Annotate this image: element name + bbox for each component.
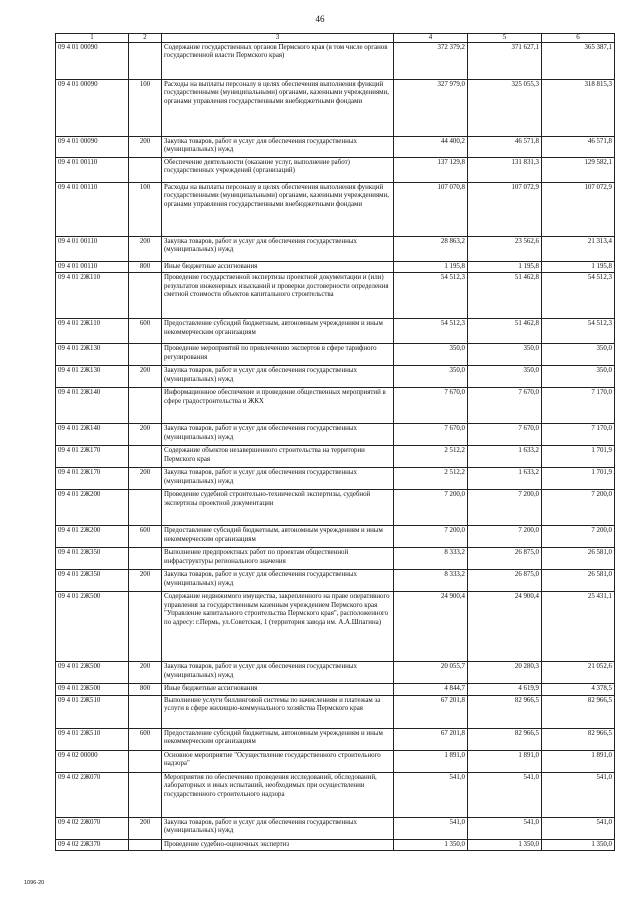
- budget-table: [55, 33, 615, 851]
- cell-amount-col6: 1 701,9: [542, 468, 615, 490]
- cell-amount-col5: 82 966,5: [468, 728, 542, 750]
- cell-target-code: 09 4 01 00110: [56, 158, 129, 183]
- cell-target-code: 09 4 01 2Ж500: [56, 684, 129, 695]
- cell-amount-col6: 26 581,0: [542, 570, 615, 592]
- cell-expense-type: 200: [129, 817, 162, 839]
- cell-amount-col5: 1 633,2: [468, 446, 542, 468]
- table-row: [56, 684, 615, 695]
- cell-target-code: 09 4 02 2Ж070: [56, 817, 129, 839]
- table-row: [56, 526, 615, 548]
- cell-target-code: 09 4 01 2Ж500: [56, 592, 129, 662]
- cell-amount-col4: 1 350,0: [394, 839, 468, 850]
- header-col-6: 6: [542, 34, 615, 43]
- cell-amount-col6: 350,0: [542, 366, 615, 388]
- cell-expense-type: [129, 344, 162, 366]
- cell-target-code: 09 4 01 2Ж170: [56, 468, 129, 490]
- cell-description: Проведение государственной экспертизы проектной документации и (или) результатов инженерных изысканий и проверки достоверности определения сметной стоимости объектов капитального строительства: [162, 273, 394, 319]
- cell-description: Предоставление субсидий бюджетным, автономным учреждениям и иным некоммерческим организациям: [162, 319, 394, 344]
- cell-target-code: 09 4 02 2Ж370: [56, 839, 129, 850]
- cell-amount-col4: 28 863,2: [394, 237, 468, 262]
- cell-amount-col6: 82 966,5: [542, 728, 615, 750]
- cell-amount-col6: 350,0: [542, 344, 615, 366]
- cell-target-code: 09 4 01 2Ж500: [56, 662, 129, 684]
- cell-amount-col4: 44 400,2: [394, 137, 468, 158]
- header-col-4: 4: [394, 34, 468, 43]
- cell-description: Обеспечение деятельности (оказание услуг, выполнение работ) государственных учреждений (организаций): [162, 158, 394, 183]
- cell-amount-col6: 21 313,4: [542, 237, 615, 262]
- cell-description: Закупка товаров, работ и услуг для обеспечения государственных (муниципальных) нужд: [162, 237, 394, 262]
- cell-target-code: 09 4 01 2Ж200: [56, 526, 129, 548]
- cell-amount-col4: 2 512,2: [394, 446, 468, 468]
- table-row: [56, 80, 615, 137]
- cell-description: Выполнение предпроектных работ по проектам общественной инфраструктуры регионального значения: [162, 548, 394, 570]
- cell-description: Проведение судебно-оценочных экспертиз: [162, 839, 394, 850]
- cell-amount-col5: 1 891,0: [468, 750, 542, 772]
- footer-code: 1096-20: [24, 880, 45, 886]
- cell-description: Закупка товаров, работ и услуг для обеспечения государственных (муниципальных) нужд: [162, 662, 394, 684]
- cell-amount-col4: 107 070,8: [394, 183, 468, 237]
- cell-target-code: 09 4 01 2Ж350: [56, 570, 129, 592]
- cell-amount-col5: 7 200,0: [468, 526, 542, 548]
- cell-amount-col4: 137 129,8: [394, 158, 468, 183]
- cell-target-code: 09 4 01 00090: [56, 137, 129, 158]
- cell-expense-type: [129, 750, 162, 772]
- cell-amount-col5: 350,0: [468, 344, 542, 366]
- table-row: [56, 548, 615, 570]
- cell-expense-type: [129, 548, 162, 570]
- cell-target-code: 09 4 01 2Ж510: [56, 728, 129, 750]
- cell-amount-col5: 51 462,8: [468, 273, 542, 319]
- cell-amount-col6: 541,0: [542, 772, 615, 817]
- cell-amount-col6: 82 966,5: [542, 695, 615, 728]
- cell-expense-type: [129, 592, 162, 662]
- cell-target-code: 09 4 01 2Ж130: [56, 366, 129, 388]
- cell-amount-col4: 541,0: [394, 772, 468, 817]
- cell-expense-type: 100: [129, 183, 162, 237]
- cell-target-code: 09 4 01 2Ж140: [56, 388, 129, 424]
- table-row: [56, 817, 615, 839]
- cell-expense-type: [129, 446, 162, 468]
- table-row: [56, 839, 615, 850]
- cell-expense-type: 200: [129, 570, 162, 592]
- cell-amount-col4: 1 195,8: [394, 262, 468, 273]
- table-row: [56, 728, 615, 750]
- cell-description: Проведение мероприятий по привлечению экспертов в сфере тарифного регулирования: [162, 344, 394, 366]
- cell-expense-type: 200: [129, 424, 162, 446]
- cell-amount-col4: 7 200,0: [394, 526, 468, 548]
- cell-amount-col4: 1 891,0: [394, 750, 468, 772]
- cell-amount-col4: 8 333,2: [394, 548, 468, 570]
- cell-description: Мероприятия по обеспечению проведения исследований, обследований, лабораторных и иных испытаний, необходимых при осуществлении государственного строительного надзора: [162, 772, 394, 817]
- cell-expense-type: [129, 839, 162, 850]
- cell-amount-col4: 7 670,0: [394, 424, 468, 446]
- cell-description: Предоставление субсидий бюджетным, автономным учреждениям и иным некоммерческим организациям: [162, 728, 394, 750]
- cell-amount-col5: 541,0: [468, 817, 542, 839]
- cell-amount-col5: 7 200,0: [468, 490, 542, 526]
- cell-amount-col5: 541,0: [468, 772, 542, 817]
- table-row: [56, 388, 615, 424]
- cell-description: Содержание недвижимого имущества, закрепленного на праве оперативного управления за государственным казенным учреждением Пермского края "Управление капитального строительства Пермского края", расположенного по адресу: г.Пермь, ул.Советская, 1 (территория завода им. А.А.Шпагина): [162, 592, 394, 662]
- cell-expense-type: 600: [129, 728, 162, 750]
- cell-expense-type: [129, 43, 162, 80]
- cell-amount-col4: 350,0: [394, 344, 468, 366]
- cell-target-code: 09 4 02 00000: [56, 750, 129, 772]
- cell-expense-type: 100: [129, 80, 162, 137]
- cell-amount-col4: 8 333,2: [394, 570, 468, 592]
- cell-amount-col6: 7 200,0: [542, 490, 615, 526]
- page-number: 46: [315, 14, 325, 24]
- cell-amount-col5: 46 571,8: [468, 137, 542, 158]
- cell-description: Содержание государственных органов Пермского края (в том числе органов государственной власти Пермского края): [162, 43, 394, 80]
- table-row: [56, 490, 615, 526]
- cell-amount-col6: 7 170,0: [542, 424, 615, 446]
- cell-amount-col4: 54 512,3: [394, 319, 468, 344]
- cell-amount-col4: 54 512,3: [394, 273, 468, 319]
- cell-amount-col5: 325 055,3: [468, 80, 542, 137]
- cell-amount-col4: 4 844,7: [394, 684, 468, 695]
- table-header-row: [56, 34, 615, 43]
- cell-description: Закупка товаров, работ и услуг для обеспечения государственных (муниципальных) нужд: [162, 424, 394, 446]
- header-col-5: 5: [468, 34, 542, 43]
- cell-expense-type: [129, 490, 162, 526]
- cell-amount-col4: 67 201,8: [394, 728, 468, 750]
- cell-amount-col6: 21 052,6: [542, 662, 615, 684]
- header-col-1: 1: [56, 34, 129, 43]
- cell-amount-col5: 131 831,3: [468, 158, 542, 183]
- table-row: [56, 262, 615, 273]
- cell-amount-col5: 1 195,8: [468, 262, 542, 273]
- table-row: [56, 237, 615, 262]
- cell-amount-col6: 4 378,5: [542, 684, 615, 695]
- cell-amount-col5: 26 875,0: [468, 570, 542, 592]
- cell-description: Проведение судебной строительно-технической экспертизы, судебной экспертизы проектной документации: [162, 490, 394, 526]
- cell-amount-col4: 2 512,2: [394, 468, 468, 490]
- cell-expense-type: [129, 772, 162, 817]
- cell-amount-col5: 4 619,9: [468, 684, 542, 695]
- cell-description: Основное мероприятие "Осуществление государственного строительного надзора": [162, 750, 394, 772]
- cell-expense-type: 800: [129, 262, 162, 273]
- table-row: [56, 750, 615, 772]
- cell-amount-col6: 541,0: [542, 817, 615, 839]
- cell-description: Закупка товаров, работ и услуг для обеспечения государственных (муниципальных) нужд: [162, 366, 394, 388]
- cell-amount-col6: 54 512,3: [542, 273, 615, 319]
- table-body: [56, 43, 615, 851]
- cell-amount-col4: 350,0: [394, 366, 468, 388]
- cell-amount-col5: 7 670,0: [468, 388, 542, 424]
- cell-amount-col5: 1 633,2: [468, 468, 542, 490]
- table-row: [56, 137, 615, 158]
- cell-amount-col4: 67 201,8: [394, 695, 468, 728]
- cell-expense-type: [129, 158, 162, 183]
- cell-amount-col6: 25 431,1: [542, 592, 615, 662]
- cell-amount-col6: 365 387,1: [542, 43, 615, 80]
- cell-expense-type: 200: [129, 137, 162, 158]
- table-row: [56, 695, 615, 728]
- cell-description: Содержание объектов незавершенного строительства на территории Пермского края: [162, 446, 394, 468]
- cell-description: Иные бюджетные ассигнования: [162, 684, 394, 695]
- cell-amount-col5: 23 562,6: [468, 237, 542, 262]
- cell-target-code: 09 4 01 2Ж140: [56, 424, 129, 446]
- cell-amount-col4: 7 670,0: [394, 388, 468, 424]
- cell-amount-col6: 1 701,9: [542, 446, 615, 468]
- cell-amount-col6: 7 200,0: [542, 526, 615, 548]
- cell-description: Расходы на выплаты персоналу в целях обеспечения выполнения функций государственными (муниципальными) органами, казенными учреждениями, органами управления государственными внебюджетными фондами: [162, 80, 394, 137]
- cell-expense-type: 800: [129, 684, 162, 695]
- cell-description: Закупка товаров, работ и услуг для обеспечения государственных (муниципальных) нужд: [162, 468, 394, 490]
- table-row: [56, 43, 615, 80]
- cell-target-code: 09 4 01 2Ж350: [56, 548, 129, 570]
- table-row: [56, 319, 615, 344]
- table-row: [56, 273, 615, 319]
- cell-amount-col5: 107 072,9: [468, 183, 542, 237]
- cell-target-code: 09 4 01 00110: [56, 262, 129, 273]
- cell-amount-col6: 129 582,1: [542, 158, 615, 183]
- cell-amount-col4: 327 979,0: [394, 80, 468, 137]
- cell-amount-col4: 20 055,7: [394, 662, 468, 684]
- table-row: [56, 344, 615, 366]
- cell-target-code: 09 4 01 00090: [56, 80, 129, 137]
- cell-amount-col4: 372 379,2: [394, 43, 468, 80]
- cell-amount-col6: 1 350,0: [542, 839, 615, 850]
- table-row: [56, 468, 615, 490]
- cell-expense-type: 200: [129, 468, 162, 490]
- cell-description: Расходы на выплаты персоналу в целях обеспечения выполнения функций государственными (муниципальными) органами, казенными учреждениями, органами управления государственными внебюджетными фондами: [162, 183, 394, 237]
- cell-expense-type: 600: [129, 319, 162, 344]
- cell-description: Иные бюджетные ассигнования: [162, 262, 394, 273]
- cell-expense-type: 200: [129, 662, 162, 684]
- cell-description: Выполнение услуги биллинговой системы по начислениям и платежам за услуги в сфере жилищно-коммунального хозяйства Пермского края: [162, 695, 394, 728]
- cell-amount-col6: 46 571,8: [542, 137, 615, 158]
- cell-expense-type: [129, 273, 162, 319]
- cell-amount-col5: 350,0: [468, 366, 542, 388]
- table-row: [56, 366, 615, 388]
- cell-expense-type: 200: [129, 237, 162, 262]
- cell-description: Закупка товаров, работ и услуг для обеспечения государственных (муниципальных) нужд: [162, 817, 394, 839]
- table-row: [56, 424, 615, 446]
- cell-amount-col5: 26 875,0: [468, 548, 542, 570]
- cell-target-code: 09 4 01 2Ж110: [56, 319, 129, 344]
- cell-expense-type: [129, 388, 162, 424]
- cell-amount-col6: 107 072,9: [542, 183, 615, 237]
- cell-target-code: 09 4 01 00090: [56, 43, 129, 80]
- table-row: [56, 662, 615, 684]
- header-col-2: 2: [129, 34, 162, 43]
- cell-target-code: 09 4 01 00110: [56, 183, 129, 237]
- table-row: [56, 570, 615, 592]
- cell-amount-col6: 1 195,8: [542, 262, 615, 273]
- table-row: [56, 158, 615, 183]
- cell-expense-type: 600: [129, 526, 162, 548]
- cell-amount-col4: 541,0: [394, 817, 468, 839]
- table-row: [56, 592, 615, 662]
- cell-amount-col6: 26 581,0: [542, 548, 615, 570]
- cell-amount-col6: 7 170,0: [542, 388, 615, 424]
- cell-amount-col6: 318 815,3: [542, 80, 615, 137]
- cell-amount-col5: 7 670,0: [468, 424, 542, 446]
- table-row: [56, 772, 615, 817]
- cell-expense-type: [129, 695, 162, 728]
- cell-amount-col6: 54 512,3: [542, 319, 615, 344]
- cell-amount-col5: 1 350,0: [468, 839, 542, 850]
- cell-description: Закупка товаров, работ и услуг для обеспечения государственных (муниципальных) нужд: [162, 570, 394, 592]
- cell-expense-type: 200: [129, 366, 162, 388]
- cell-amount-col5: 24 900,4: [468, 592, 542, 662]
- table-row: [56, 183, 615, 237]
- cell-description: Информационное обеспечение и проведение общественных мероприятий в сфере градостроительства и ЖКХ: [162, 388, 394, 424]
- cell-target-code: 09 4 01 2Ж510: [56, 695, 129, 728]
- table-row: [56, 446, 615, 468]
- cell-target-code: 09 4 01 2Ж110: [56, 273, 129, 319]
- cell-amount-col5: 371 627,1: [468, 43, 542, 80]
- cell-target-code: 09 4 01 2Ж130: [56, 344, 129, 366]
- cell-amount-col5: 20 280,3: [468, 662, 542, 684]
- cell-target-code: 09 4 01 2Ж170: [56, 446, 129, 468]
- header-col-3: 3: [162, 34, 394, 43]
- cell-amount-col4: 7 200,0: [394, 490, 468, 526]
- cell-target-code: 09 4 01 00110: [56, 237, 129, 262]
- cell-amount-col5: 51 462,8: [468, 319, 542, 344]
- cell-amount-col5: 82 966,5: [468, 695, 542, 728]
- cell-amount-col6: 1 891,0: [542, 750, 615, 772]
- cell-target-code: 09 4 02 2Ж070: [56, 772, 129, 817]
- cell-description: Закупка товаров, работ и услуг для обеспечения государственных (муниципальных) нужд: [162, 137, 394, 158]
- cell-amount-col4: 24 900,4: [394, 592, 468, 662]
- cell-description: Предоставление субсидий бюджетным, автономным учреждениям и иным некоммерческим организациям: [162, 526, 394, 548]
- cell-target-code: 09 4 01 2Ж200: [56, 490, 129, 526]
